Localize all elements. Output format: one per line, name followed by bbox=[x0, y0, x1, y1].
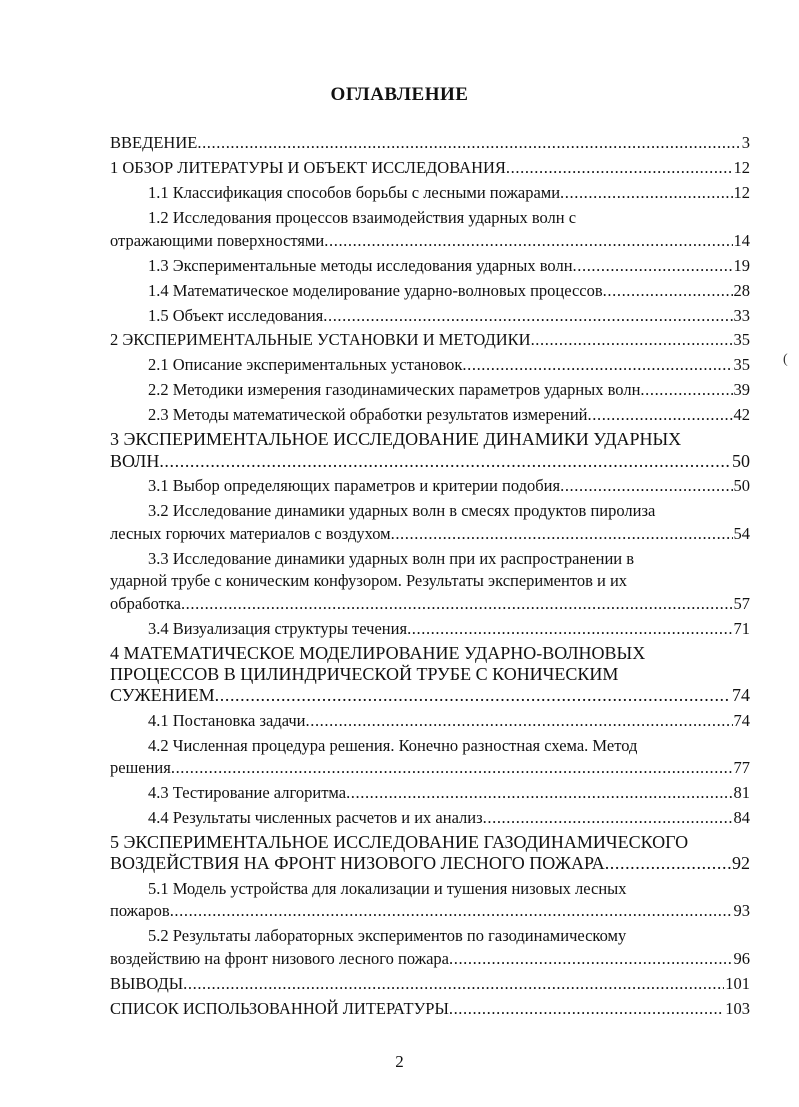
toc-page-number: 3 bbox=[741, 133, 750, 152]
toc-page-number: 84 bbox=[733, 808, 750, 828]
toc-page-number: 35 bbox=[733, 330, 750, 350]
toc-entry[interactable] bbox=[110, 329, 750, 352]
toc-entry-title: 1.3 Экспериментальные методы исследования ударных волн ..... bbox=[148, 255, 733, 278]
toc-entry-title: 2 ЭКСПЕРИМЕНТАЛЬНЫЕ УСТАНОВКИ И МЕТОДИКИ ..... bbox=[110, 329, 733, 352]
toc-page-number: 81 bbox=[733, 783, 750, 803]
toc-page-number: 74 bbox=[733, 710, 750, 730]
toc-entry-title: 1 ОБЗОР ЛИТЕРАТУРЫ И ОБЪЕКТ ИССЛЕДОВАНИЯ ..... bbox=[110, 157, 733, 180]
toc-entry-title: ВЫВОДЫ ..... bbox=[110, 973, 724, 996]
toc-entry-text-line: 4 МАТЕМАТИЧЕСКОЕ МОДЕЛИРОВАНИЕ УДАРНО-ВОЛНОВЫХ bbox=[110, 642, 646, 663]
toc-entry[interactable] bbox=[110, 710, 750, 733]
toc-entry-title: 3.4 Визуализация структуры течения ..... bbox=[148, 618, 733, 641]
toc-page-number: 96 bbox=[733, 948, 750, 968]
toc-entry-text-line: 1.2 Исследования процессов взаимодействия ударных волн с bbox=[148, 207, 577, 227]
toc-entry[interactable] bbox=[110, 280, 750, 303]
toc-page-number: 57 bbox=[733, 593, 750, 613]
toc-entry-title: 3.1 Выбор определяющих параметров и критерии подобия ..... bbox=[148, 475, 733, 498]
toc-page-number: 14 bbox=[733, 230, 750, 250]
toc-entry-title: 2.3 Методы математической обработки результатов измерений ..... bbox=[148, 404, 733, 427]
margin-mark: ( bbox=[783, 352, 788, 367]
toc-entry-title: СПИСОК ИСПОЛЬЗОВАННОЙ ЛИТЕРАТУРЫ ..... bbox=[110, 998, 724, 1021]
toc-entry-text-line: 3 ЭКСПЕРИМЕНТАЛЬНОЕ ИССЛЕДОВАНИЕ ДИНАМИКИ УДАРНЫХ bbox=[110, 429, 682, 450]
toc-page-number: 33 bbox=[733, 305, 750, 325]
toc-page-number: 101 bbox=[725, 973, 750, 993]
toc-entry[interactable] bbox=[110, 807, 750, 830]
toc-entry[interactable] bbox=[110, 878, 750, 923]
toc-entry-title: СУЖЕНИЕМ ..... bbox=[110, 685, 731, 706]
toc-page-number: 12 bbox=[733, 182, 750, 202]
toc-entry-title: решения ..... bbox=[110, 757, 733, 780]
toc-entry[interactable] bbox=[110, 207, 750, 252]
toc-entry[interactable] bbox=[110, 832, 750, 875]
toc-page-number: 28 bbox=[733, 280, 750, 300]
toc-entry[interactable] bbox=[110, 500, 750, 545]
toc-entry[interactable] bbox=[110, 354, 750, 377]
toc-entry-title: 4.3 Тестирование алгоритма ..... bbox=[148, 782, 733, 805]
toc-page-number: 93 bbox=[733, 901, 750, 921]
toc-page-number: 39 bbox=[733, 380, 750, 400]
toc-page-number: 74 bbox=[732, 685, 750, 706]
toc-entry-title: 2.1 Описание экспериментальных установок ..... bbox=[148, 354, 733, 377]
toc-entry-title: пожаров ..... bbox=[110, 900, 733, 923]
toc-entry[interactable] bbox=[110, 132, 750, 155]
toc-page-number: 103 bbox=[725, 998, 750, 1018]
toc-page-number: 71 bbox=[733, 618, 750, 638]
toc-entry-text-line: 4.2 Численная процедура решения. Конечно разностная схема. Метод bbox=[148, 735, 638, 755]
toc-entry-title: ВВЕДЕНИЕ ..... bbox=[110, 132, 741, 155]
toc-entry-title: лесных горючих материалов с воздухом ..... bbox=[110, 523, 733, 546]
toc-entry-text-line: 3.3 Исследование динамики ударных волн при их распространении в bbox=[148, 548, 635, 568]
toc-page-number: 50 bbox=[732, 450, 750, 471]
toc-page-number: 50 bbox=[733, 476, 750, 496]
table-of-contents bbox=[110, 132, 750, 1023]
toc-entry[interactable] bbox=[110, 643, 750, 707]
toc-entry-title: отражающими поверхностями ..... bbox=[110, 230, 733, 253]
toc-entry[interactable] bbox=[110, 925, 750, 970]
toc-entry-title: 1.1 Классификация способов борьбы с лесными пожарами ..... bbox=[148, 182, 733, 205]
toc-entry-title: 4.1 Постановка задачи ..... bbox=[148, 710, 733, 733]
toc-page-number: 35 bbox=[733, 355, 750, 375]
toc-entry[interactable] bbox=[110, 404, 750, 427]
toc-entry[interactable] bbox=[110, 255, 750, 278]
toc-entry[interactable] bbox=[110, 182, 750, 205]
toc-entry[interactable] bbox=[110, 973, 750, 996]
toc-entry[interactable] bbox=[110, 157, 750, 180]
toc-entry-title: 1.4 Математическое моделирование ударно-волновых процессов ..... bbox=[148, 280, 733, 303]
toc-entry[interactable] bbox=[110, 548, 750, 616]
toc-page-number: 19 bbox=[733, 255, 750, 275]
toc-page-number: 42 bbox=[733, 405, 750, 425]
toc-entry-text-line: 5.2 Результаты лабораторных экспериментов по газодинамическому bbox=[148, 926, 627, 946]
toc-entry-title: обработка ..... bbox=[110, 593, 733, 616]
toc-entry-text-line: 3.2 Исследование динамики ударных волн в смесях продуктов пиролиза bbox=[148, 501, 656, 520]
toc-entry-text-line: ПРОЦЕССОВ В ЦИЛИНДРИЧЕСКОЙ ТРУБЕ С КОНИЧЕСКИМ bbox=[110, 664, 619, 685]
toc-entry[interactable] bbox=[110, 475, 750, 498]
toc-page-number: 92 bbox=[732, 853, 750, 874]
toc-entry[interactable] bbox=[110, 735, 750, 780]
toc-page-number: 77 bbox=[733, 758, 750, 778]
toc-entry-text-line: 5 ЭКСПЕРИМЕНТАЛЬНОЕ ИССЛЕДОВАНИЕ ГАЗОДИНАМИЧЕСКОГО bbox=[110, 832, 689, 853]
toc-page-number: 12 bbox=[733, 157, 750, 177]
toc-entry[interactable] bbox=[110, 782, 750, 805]
toc-entry-title: воздействию на фронт низового лесного пожара ..... bbox=[110, 948, 733, 971]
toc-entry[interactable] bbox=[110, 429, 750, 472]
toc-entry-title: 4.4 Результаты численных расчетов и их анализ ..... bbox=[148, 807, 733, 830]
toc-entry[interactable] bbox=[110, 618, 750, 641]
toc-entry-text-line: ударной трубе с коническим конфузором. Результаты экспериментов и их bbox=[110, 571, 628, 591]
toc-entry[interactable] bbox=[110, 998, 750, 1021]
toc-entry-title: ВОЗДЕЙСТВИЯ НА ФРОНТ НИЗОВОГО ЛЕСНОГО ПОЖАРА ..... bbox=[110, 853, 731, 874]
page-number: 2 bbox=[395, 1052, 404, 1071]
toc-entry-title: ВОЛН ..... bbox=[110, 451, 731, 472]
toc-entry-text-line: 5.1 Модель устройства для локализации и тушения низовых лесных bbox=[148, 878, 627, 898]
page-title: ОГЛАВЛЕНИЕ bbox=[330, 84, 469, 105]
toc-entry[interactable] bbox=[110, 379, 750, 402]
toc-entry-title: 1.5 Объект исследования ..... bbox=[148, 305, 733, 328]
toc-page-number: 54 bbox=[733, 523, 750, 543]
toc-entry[interactable] bbox=[110, 305, 750, 328]
toc-entry-title: 2.2 Методики измерения газодинамических параметров ударных волн ..... bbox=[148, 379, 733, 402]
